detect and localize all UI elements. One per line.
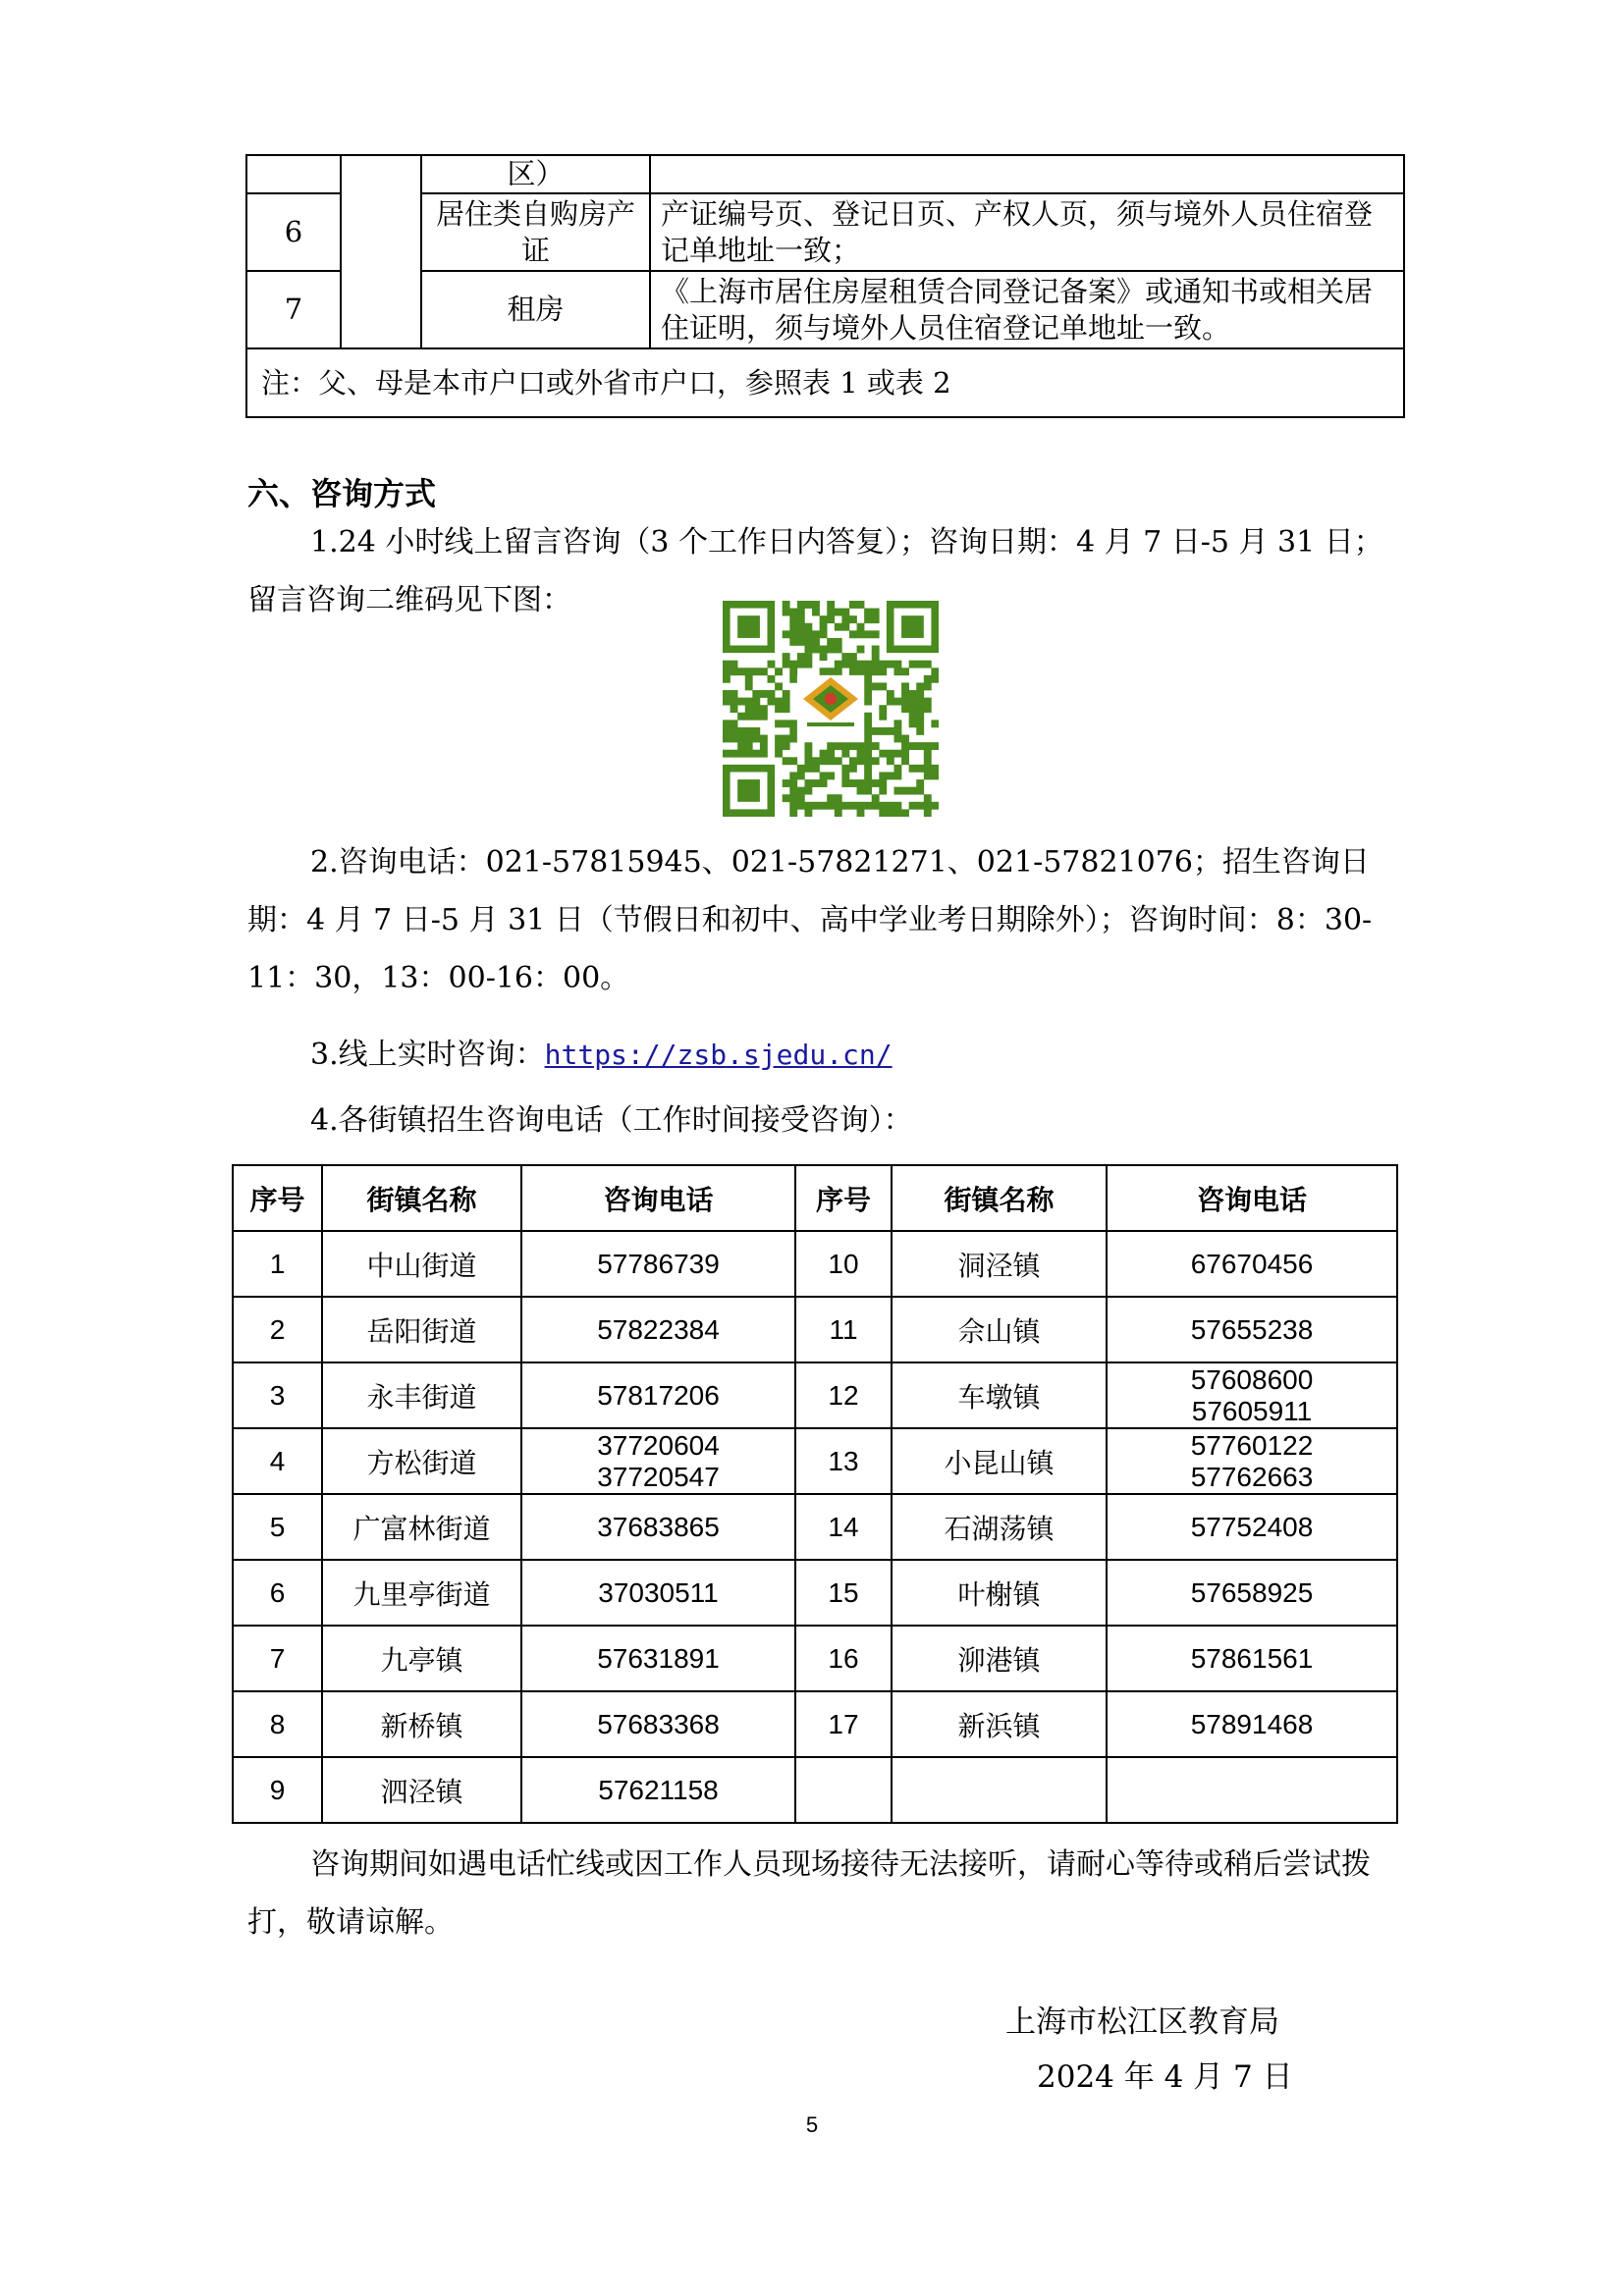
consult-website-link[interactable]: https://zsb.sjedu.cn/ (544, 1039, 893, 1071)
phone-cell (1107, 1362, 1397, 1428)
consult-item-3 (247, 1026, 1386, 1084)
row-number: 12 (795, 1362, 892, 1428)
table-row (233, 1362, 1397, 1428)
page-number: 5 (805, 2112, 819, 2137)
table-row (233, 1231, 1397, 1297)
table-note: 注：父、母是本市户口或外省市户口，参照表 1 或表 2 (246, 348, 1404, 417)
street-name: 佘山镇 (892, 1297, 1107, 1362)
phone-cell (521, 1626, 795, 1691)
table-row (233, 1757, 1397, 1823)
street-name: 叶榭镇 (892, 1560, 1107, 1626)
phone-cell (521, 1494, 795, 1560)
row-number: 14 (795, 1494, 892, 1560)
signature-date: 2024 年 4 月 7 日 (1037, 2059, 1293, 2095)
street-name: 九亭镇 (322, 1626, 521, 1691)
header-phone: 咨询电话 (521, 1165, 795, 1231)
consult-item-3-label: 3.线上实时咨询： (310, 1038, 545, 1072)
phone-cell (521, 1362, 795, 1428)
row-number: 8 (233, 1691, 322, 1757)
consult-item-4: 4.各街镇招生咨询电话（工作时间接受咨询）： (310, 1103, 913, 1138)
row-number: 15 (795, 1560, 892, 1626)
signature-org: 上海市松江区教育局 (1005, 2004, 1279, 2040)
qr-code-icon (723, 601, 939, 817)
header-phone: 咨询电话 (1107, 1165, 1397, 1231)
phone-number: 57760122 (1190, 1429, 1314, 1461)
section-heading: 六、咨询方式 (247, 475, 437, 512)
document-type: 租房 (421, 271, 650, 348)
row-number: 7 (233, 1626, 322, 1691)
row-number: 16 (795, 1626, 892, 1691)
row-number: 4 (233, 1428, 322, 1494)
street-name: 永丰街道 (322, 1362, 521, 1428)
phone-cell (1107, 1231, 1397, 1297)
street-name: 新浜镇 (892, 1691, 1107, 1757)
table-cell: 区） (421, 155, 650, 193)
phone-cell (1107, 1626, 1397, 1691)
row-number: 2 (233, 1297, 322, 1362)
header-no: 序号 (233, 1165, 322, 1231)
row-number: 13 (795, 1428, 892, 1494)
document-requirement: 《上海市居住房屋租赁合同登记备案》或通知书或相关居住证明，须与境外人员住宿登记单地址一致。 (650, 271, 1404, 348)
phone-cell (1107, 1757, 1397, 1823)
street-name: 新桥镇 (322, 1691, 521, 1757)
row-number: 6 (233, 1560, 322, 1626)
street-name: 九里亭街道 (322, 1560, 521, 1626)
phone-number: 57655238 (1190, 1313, 1314, 1345)
table-cell (341, 155, 421, 348)
phone-number: 57822384 (597, 1313, 720, 1345)
phone-cell (521, 1757, 795, 1823)
phone-number: 57762663 (1190, 1461, 1314, 1492)
phone-number: 57605911 (1191, 1395, 1313, 1426)
closing-note: 咨询期间如遇电话忙线或因工作人员现场接待无法接听，请耐心等待或稍后尝试拨打，敬请谅解。 (247, 1847, 1371, 1940)
phone-number: 67670456 (1190, 1248, 1314, 1279)
contacts-table (232, 1164, 1398, 1824)
street-name: 泗泾镇 (322, 1757, 521, 1823)
phone-number: 57621158 (598, 1774, 719, 1805)
phone-number: 37683865 (597, 1511, 720, 1542)
row-number: 3 (233, 1362, 322, 1428)
street-name: 泖港镇 (892, 1626, 1107, 1691)
table-cell (246, 155, 341, 193)
row-number: 9 (233, 1757, 322, 1823)
phone-number: 37720547 (597, 1461, 720, 1492)
phone-cell (521, 1560, 795, 1626)
phone-cell (521, 1691, 795, 1757)
table-header-row (233, 1165, 1397, 1231)
phone-cell (521, 1297, 795, 1362)
table-row (233, 1494, 1397, 1560)
row-number: 7 (246, 271, 341, 348)
table-cell (650, 155, 1404, 193)
table-row (233, 1297, 1397, 1362)
phone-cell (521, 1231, 795, 1297)
phone-cell (521, 1428, 795, 1494)
phone-cell (1107, 1428, 1397, 1494)
consult-item-2: 2.咨询电话：021-57815945、021-57821271、021-57821076；招生咨询日期：4 月 7 日-5 月 31 日（节假日和初中、高中学业考日期除外）；咨询时间：8：30-11：30，13：00-16：00。 (247, 845, 1373, 995)
document-type: 居住类自购房产证 (421, 193, 650, 271)
street-name: 小昆山镇 (892, 1428, 1107, 1494)
phone-number: 57752408 (1190, 1511, 1314, 1542)
street-name: 中山街道 (322, 1231, 521, 1297)
phone-number: 37030511 (598, 1576, 719, 1608)
table-row (246, 348, 1404, 417)
table-row (246, 155, 1404, 193)
header-name: 街镇名称 (322, 1165, 521, 1231)
phone-number: 57786739 (597, 1248, 720, 1279)
street-name: 方松街道 (322, 1428, 521, 1494)
phone-cell (1107, 1297, 1397, 1362)
table-row (233, 1691, 1397, 1757)
phone-number: 57861561 (1190, 1642, 1314, 1674)
phone-number: 57683368 (597, 1708, 720, 1739)
street-name: 石湖荡镇 (892, 1494, 1107, 1560)
phone-number: 57891468 (1190, 1708, 1314, 1739)
header-name: 街镇名称 (892, 1165, 1107, 1231)
header-no: 序号 (795, 1165, 892, 1231)
row-number: 10 (795, 1231, 892, 1297)
documents-table (245, 154, 1405, 418)
street-name: 洞泾镇 (892, 1231, 1107, 1297)
row-number: 11 (795, 1297, 892, 1362)
street-name (892, 1757, 1107, 1823)
table-row (233, 1428, 1397, 1494)
street-name: 岳阳街道 (322, 1297, 521, 1362)
phone-cell (1107, 1691, 1397, 1757)
row-number: 6 (246, 193, 341, 271)
street-name: 车墩镇 (892, 1362, 1107, 1428)
row-number: 5 (233, 1494, 322, 1560)
table-row (233, 1626, 1397, 1691)
phone-cell (1107, 1560, 1397, 1626)
row-number (795, 1757, 892, 1823)
row-number: 1 (233, 1231, 322, 1297)
phone-cell (1107, 1494, 1397, 1560)
phone-number: 57658925 (1190, 1576, 1314, 1608)
document-requirement: 产证编号页、登记日页、产权人页，须与境外人员住宿登记单地址一致； (650, 193, 1404, 271)
street-name: 广富林街道 (322, 1494, 521, 1560)
phone-number: 37720604 (597, 1429, 720, 1461)
table-row (233, 1560, 1397, 1626)
row-number: 17 (795, 1691, 892, 1757)
phone-number: 57631891 (597, 1642, 720, 1674)
phone-number: 57817206 (597, 1379, 720, 1411)
consult-item-1: 1.24 小时线上留言咨询（3 个工作日内答复）；咨询日期：4 月 7 日-5 月 31 日；留言咨询二维码见下图： (247, 525, 1383, 617)
phone-number: 57608600 (1190, 1363, 1314, 1395)
